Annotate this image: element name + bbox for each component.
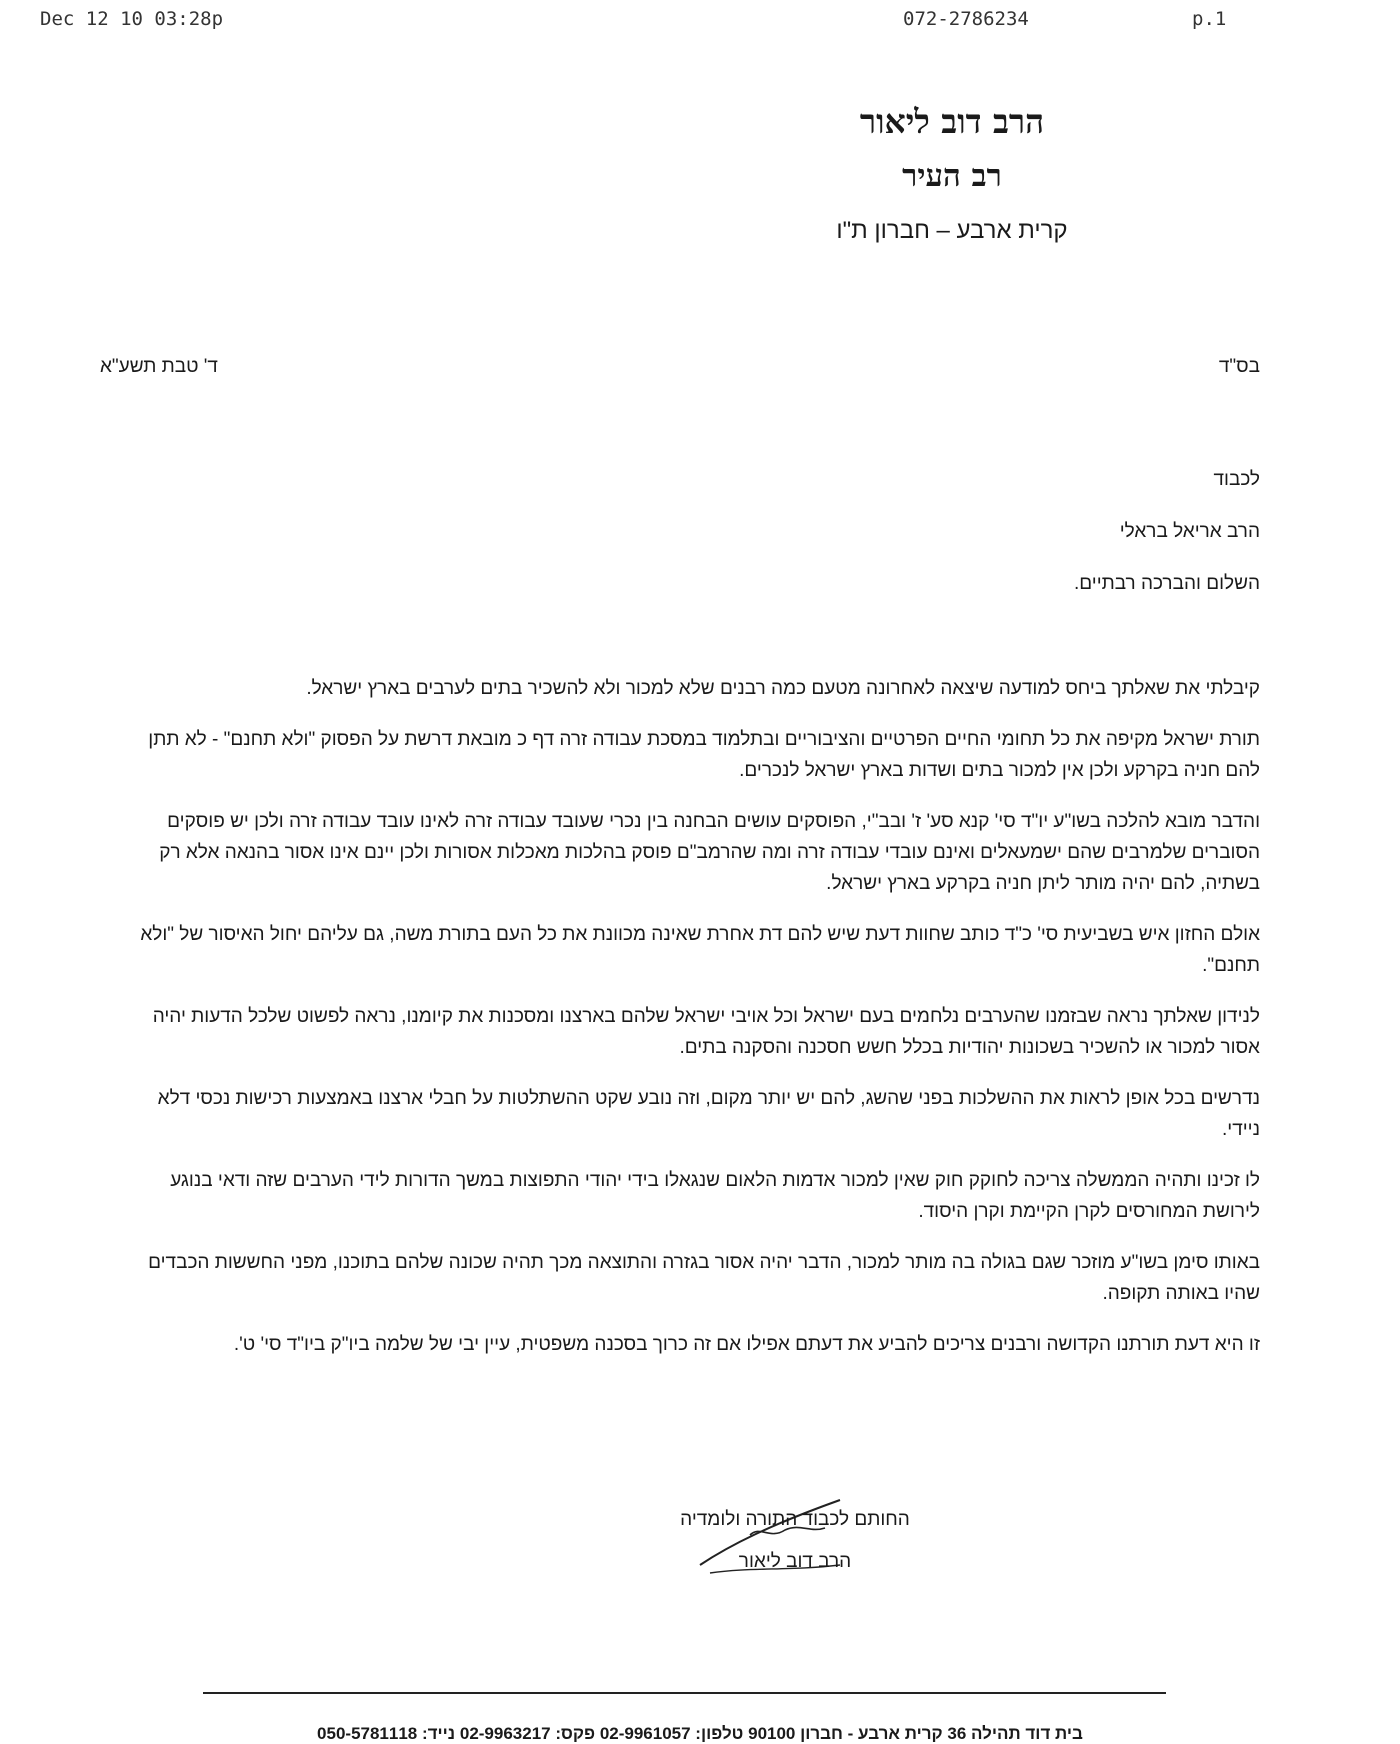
- footer-divider: [203, 1692, 1166, 1694]
- date-line: [100, 356, 1260, 384]
- body-paragraph: לו זכינו ותהיה הממשלה צריכה לחוקק חוק שאין למכור אדמות הלאום שנגאלו בידי יהודי התפוצות במשך הדורות לידי הערבים שזה ודאי בנוגע לירושת המחורסים לקרן הקיימת וקרן היסוד.: [170, 1170, 1260, 1222]
- body-paragraph: תורת ישראל מקיפה את כל תחומי החיים הפרטיים והציבוריים ובתלמוד במסכת עבודה זרה דף כ מובאת דרשת על הפסוק "ולא תחנם" - לא תתן להם חניה בקרקע ולכן אין למכור בתים ושדות בארץ ישראל לנכרים.: [148, 729, 1260, 781]
- body-paragraph: קיבלתי את שאלתך ביחס למודעה שיצאה לאחרונה מטעם כמה רבנים שלא למכור ולא להשכיר בתים לערבים בארץ ישראל.: [306, 678, 1260, 699]
- letterhead-name: הרב דוב ליאור: [859, 102, 1045, 141]
- fax-date: Dec 12 10 03:28p: [40, 8, 224, 30]
- recipient-name: הרב אריאל בראלי: [1119, 521, 1260, 542]
- bsd-mark: בס"ד: [1218, 356, 1260, 377]
- letterhead-city: קרית ארבע – חברון ת"ו: [836, 217, 1068, 244]
- closing-block: [630, 1505, 960, 1577]
- addressee-block: [660, 466, 1260, 622]
- fax-page-number: p.1: [1192, 8, 1227, 30]
- body-paragraph: זו היא דעת תורתנו הקדושה ורבנים צריכים להביע את דעתם אפילו אם זה כרוך בסכנה משפטית, עיין יבי של שלמה ביו"ק ביו"ד סי' ט'.: [233, 1334, 1260, 1355]
- body-paragraph: באותו סימן בשו"ע מוזכר שגם בגולה בה מותר למכור, הדבר יהיה אסור בגזרה והתוצאה מכך תהיה שכונה שלהם בתוכנו, מפני החששות הכבדים שהיו באותה תקופה.: [148, 1252, 1260, 1304]
- body-paragraph: לנידון שאלתך נראה שבזמנו שהערבים נלחמים בעם ישראל וכל אויבי ישראל שלהם בארצנו ומסכנות את קיומנו, נראה לפשוט שלכל הדעות יהיה אסור למכור או להשכיר בשכונות יהודיות בכלל חשש חסכנה והסקנה בתים.: [152, 1006, 1260, 1058]
- body-paragraph: נדרשים בכל אופן לראות את ההשלכות בפני שהשג, להם יש יותר מקום, וזה נובע שקט ההשתלטות על חבלי ארצנו באמצעות רכישות נכסי דלא ניידי.: [157, 1088, 1260, 1140]
- letterhead: [752, 95, 1152, 253]
- salutation: לכבוד: [1213, 469, 1260, 490]
- fax-header: [0, 8, 1400, 32]
- fax-number: 072-2786234: [903, 8, 1029, 30]
- body-paragraph: והדבר מובא להלכה בשו"ע יו"ד סי' קנא סע' ז' ובב"י, הפוסקים עושים הבחנה בין נכרי שעובד עבודה זרה לאינו עובד עבודה זרה ולכן יש פוסקים הסוברים שלמרבים שהם ישמעאלים ואינם עובדי עבודה זרה ומה שהרמב"ם פוסק בהלכות מאכלות אסורות ולכן יינם אינו אסור בהנאה אלא רק בשתיה, להם יהיה מותר ליתן חניה בקרקע בארץ ישראל.: [159, 811, 1260, 894]
- hebrew-date: ד' טבת תשע"א: [100, 356, 218, 377]
- footer-address: בית דוד תהילה 36 קרית ארבע - חברון 90100 טלפון: 02-9961057 פקס: 02-9963217 נייד: 050-5781118: [317, 1724, 1083, 1743]
- letter-body: [118, 673, 1260, 1380]
- closing-text: החותם לכבוד התורה ולומדיה: [680, 1509, 910, 1530]
- letterhead-title: רב העיר: [902, 158, 1002, 194]
- body-paragraph: אולם החזון איש בשביעית סי' כ"ד כותב שחוות דעת שיש להם דת אחרת שאינה מכוונת את כל העם בתורת משה, גם עליהם יחול האיסור של "ולא תחנם".: [140, 924, 1260, 976]
- signature-name: הרב דוב ליאור: [738, 1551, 852, 1572]
- greeting: השלום והברכה רבתיים.: [1073, 573, 1260, 594]
